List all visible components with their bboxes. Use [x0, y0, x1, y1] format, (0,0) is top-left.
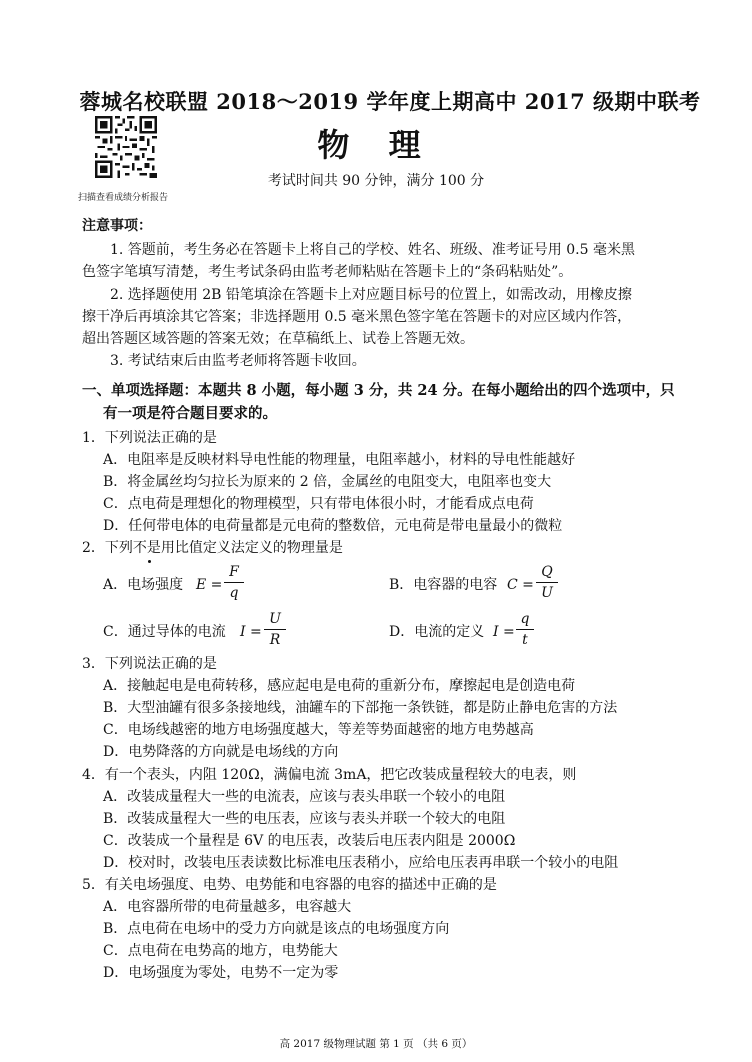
option-c: C．电场线越密的地方电场强度越大，等差等势面越密的地方电势越高 — [103, 722, 534, 738]
notice-line: 色签字笔填写清楚，考生考试条码由监考老师粘贴在答题卡上的“条码粘贴处”。 — [82, 264, 573, 280]
formula-lhs: E = — [196, 577, 223, 593]
fraction-numerator: Q — [541, 564, 553, 580]
notice-line: 超出答题区域答题的答案无效；在草稿纸上、试卷上答题无效。 — [82, 331, 474, 347]
option-b: B．将金属丝均匀拉长为原来的 2 倍，金属丝的电阻变大，电阻率也变大 — [103, 474, 552, 490]
option-b: B．改装成量程大一些的电压表，应该与表头并联一个较大的电阻 — [103, 811, 506, 827]
notice-line: 3. 考试结束后由监考老师将答题卡收回。 — [110, 353, 366, 369]
emphasis-dot — [148, 560, 151, 563]
option-c: C．通过导体的电流 — [103, 624, 226, 640]
question-stem: 1．下列说法正确的是 — [82, 430, 217, 446]
question-stem: 3．下列说法正确的是 — [82, 656, 217, 672]
option-a: A．电容器所带的电荷量越多，电容越大 — [103, 899, 352, 915]
option-d: D．电场强度为零处，电势不一定为零 — [103, 965, 339, 981]
fraction-q-over-u — [536, 562, 558, 603]
option-b: B．大型油罐有很多条接地线，油罐车的下部拖一条铁链，都是防止静电危害的方法 — [103, 700, 618, 716]
page-footer: 高 2017 级物理试题 第 1 页 （共 6 页） — [279, 1038, 473, 1050]
exam-title: 蓉城名校联盟 2018～2019 学年度上期高中 2017 级期中联考 — [79, 89, 701, 114]
question-stem: 2．下列不是用比值定义法定义的物理量是 — [82, 540, 343, 556]
section-heading: 一、单项选择题：本题共 8 小题，每小题 3 分，共 24 分。在每小题给出的四个选项中，只 — [82, 382, 675, 399]
formula-lhs: C = — [507, 577, 534, 593]
option-d: D．校对时，改装电压表读数比标准电压表稍小，应给电压表再串联一个较小的电阻 — [103, 855, 619, 871]
fraction-f-over-q — [224, 562, 244, 603]
fraction-denominator: U — [541, 585, 553, 601]
formula-lhs: I = — [240, 624, 262, 640]
fraction-denominator: q — [229, 585, 239, 601]
exam-info: 考试时间共 90 分钟，满分 100 分 — [267, 173, 485, 189]
option-c: C．点电荷是理想化的物理模型，只有带电体很小时，才能看成点电荷 — [103, 496, 534, 512]
option-d: D．任何带电体的电荷量都是元电荷的整数倍，元电荷是带电量最小的微粒 — [103, 518, 563, 534]
option-b: B．点电荷在电场中的受力方向就是该点的电场强度方向 — [103, 921, 450, 937]
option-c: C．改装成一个量程是 6V 的电压表，改装后电压表内阻是 2000Ω — [103, 833, 516, 849]
fraction-numerator: U — [269, 611, 281, 627]
option-d: D．电流的定义 — [389, 624, 485, 640]
option-a: A．接触起电是电荷转移，感应起电是电荷的重新分布，摩擦起电是创造电荷 — [103, 678, 576, 694]
option-a: A．改装成量程大一些的电流表，应该与表头串联一个较小的电阻 — [103, 789, 506, 805]
fraction-denominator: t — [522, 632, 528, 648]
question-stem: 5．有关电场强度、电势、电势能和电容器的电容的描述中正确的是 — [82, 877, 497, 893]
fraction-denominator: R — [269, 632, 281, 648]
option-a: A．电阻率是反映材料导电性能的物理量，电阻率越小，材料的导电性能越好 — [103, 452, 576, 468]
formula-lhs: I = — [493, 624, 515, 640]
option-d: D．电势降落的方向就是电场线的方向 — [103, 744, 339, 760]
notice-line: 1. 答题前，考生务必在答题卡上将自己的学校、姓名、班级、准考证号用 0.5 毫米黑 — [110, 242, 635, 258]
subject-title: 物 理 — [317, 126, 435, 164]
fraction-q-over-t — [516, 609, 534, 650]
fraction-u-over-r — [264, 609, 286, 650]
option-c: C．点电荷在电势高的地方，电势能大 — [103, 943, 338, 959]
option-b: B．电容器的电容 — [389, 577, 498, 593]
option-a: A．电场强度 — [103, 577, 184, 593]
notice-line: 2. 选择题使用 2B 铅笔填涂在答题卡上对应题目标号的位置上，如需改动，用橡皮擦 — [110, 287, 632, 303]
qr-caption: 扫描查看成绩分析报告 — [78, 193, 169, 203]
section-heading-cont: 有一项是符合题目要求的。 — [103, 405, 277, 422]
notice-line: 擦干净后再填涂其它答案；非选择题用 0.5 毫米黑色签字笔在答题卡的对应区域内作答， — [82, 309, 632, 325]
question-stem: 4．有一个表头，内阻 120Ω，满偏电流 3mA，把它改装成量程较大的电表，则 — [82, 767, 577, 783]
fraction-numerator: F — [229, 564, 239, 580]
fraction-numerator: q — [520, 611, 530, 627]
notice-heading: 注意事项： — [82, 218, 152, 234]
